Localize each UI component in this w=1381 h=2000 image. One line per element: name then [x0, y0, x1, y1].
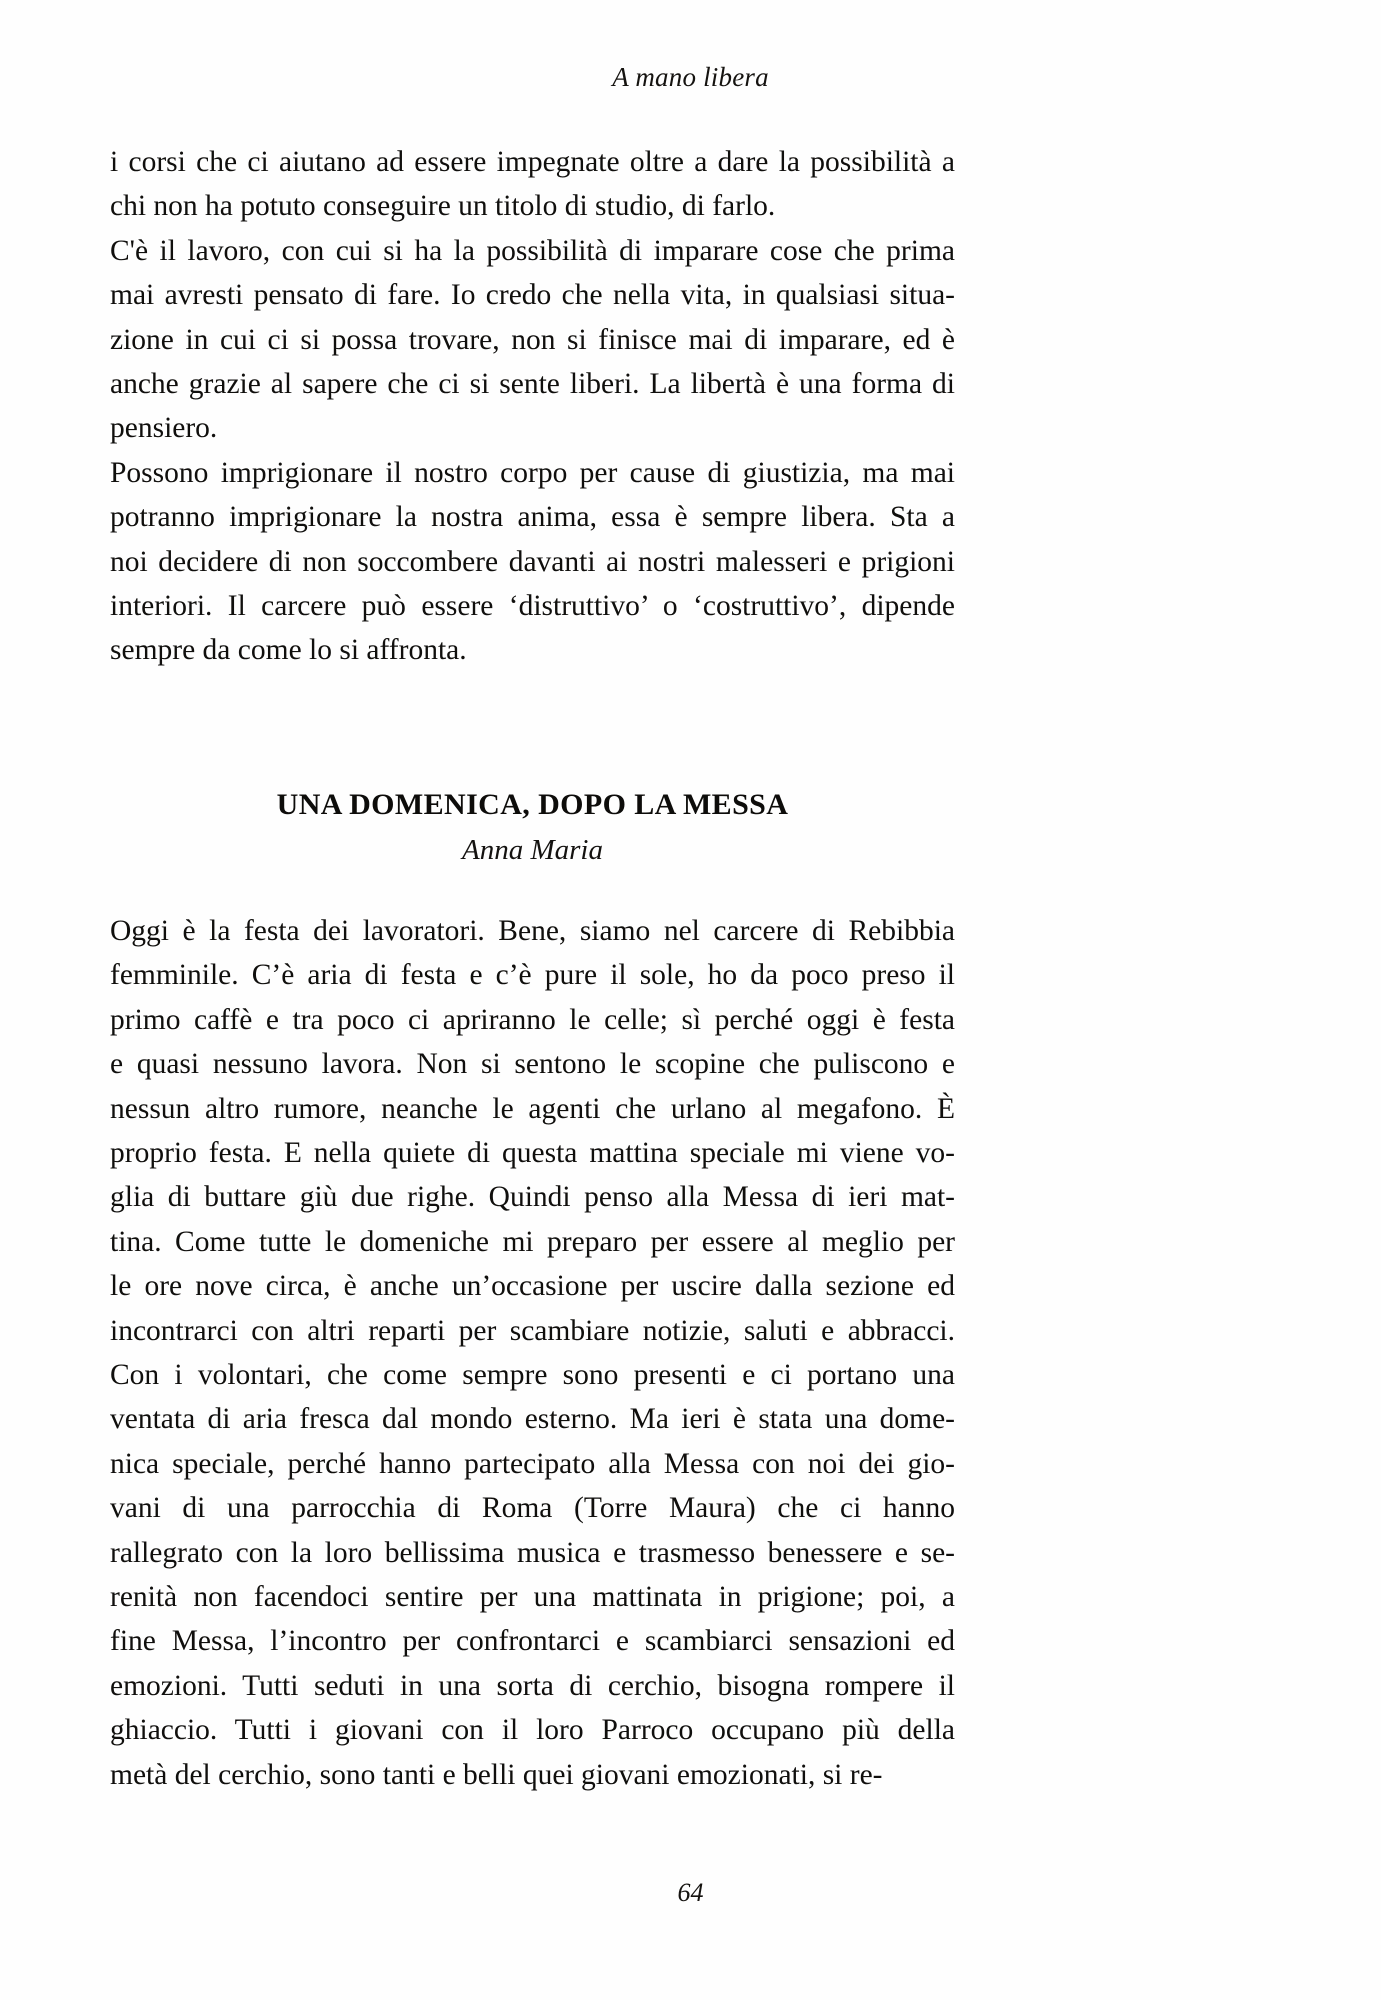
text-line: renità non facendoci sentire per una mattinata in prigione; poi, a	[110, 1580, 955, 1613]
text-line: incontrarci con altri reparti per scambiare notizie, saluti e abbracci.	[110, 1314, 955, 1347]
section-heading-group	[110, 785, 955, 871]
text-line: chi non ha potuto conseguire un titolo di studio, di farlo.	[110, 190, 776, 223]
text-line: Possono imprigionare il nostro corpo per cause di giustizia, ma mai	[110, 456, 955, 489]
text-line: zione in cui ci si possa trovare, non si finisce mai di imparare, ed è	[110, 323, 955, 356]
text-line: emozioni. Tutti seduti in una sorta di cerchio, bisogna rompere il	[110, 1669, 955, 1702]
text-line: Con i volontari, che come sempre sono presenti e ci portano una	[110, 1358, 955, 1391]
text-line: femminile. C’è aria di festa e c’è pure il sole, ho da poco preso il	[110, 959, 955, 992]
text-line: fine Messa, l’incontro per confrontarci e scambiarci sensazioni ed	[110, 1625, 955, 1658]
text-line: proprio festa. E nella quiete di questa mattina speciale mi viene vo-	[110, 1136, 955, 1169]
text-line: glia di buttare giù due righe. Quindi penso alla Messa di ieri mat-	[110, 1181, 955, 1214]
paragraph-block-two	[110, 909, 955, 1797]
text-line: le ore nove circa, è anche un’occasione per uscire dalla sezione ed	[110, 1270, 955, 1303]
text-line: potranno imprigionare la nostra anima, essa è sempre libera. Sta a	[110, 501, 955, 534]
text-line: mai avresti pensato di fare. Io credo che nella vita, in qualsiasi situa-	[110, 279, 955, 312]
text-line: Oggi è la festa dei lavoratori. Bene, siamo nel carcere di Rebibbia	[110, 914, 955, 947]
text-line: metà del cerchio, sono tanti e belli quei giovani emozionati, si re-	[110, 1758, 883, 1791]
text-line: ventata di aria fresca dal mondo esterno. Ma ieri è stata una dome-	[110, 1403, 955, 1436]
text-column	[110, 140, 955, 1797]
text-line: noi decidere di non soccombere davanti ai nostri malesseri e prigioni	[110, 545, 955, 578]
page-number: 64	[677, 1878, 704, 1907]
text-line: nessun altro rumore, neanche le agenti che urlano al megafono. È	[110, 1092, 955, 1125]
text-line: primo caffè e tra poco ci apriranno le celle; sì perché oggi è festa	[110, 1003, 955, 1036]
text-line: rallegrato con la loro bellissima musica e trasmesso benessere e se-	[110, 1536, 955, 1569]
text-line: vani di una parrocchia di Roma (Torre Maura) che ci hanno	[110, 1492, 955, 1525]
text-line: sempre da come lo si affronta.	[110, 634, 467, 667]
text-line: tina. Come tutte le domeniche mi preparo per essere al meglio per	[110, 1225, 955, 1258]
text-line: i corsi che ci aiutano ad essere impegnate oltre a dare la possibilità a	[110, 146, 955, 178]
text-line: anche grazie al sapere che ci si sente liberi. La libertà è una forma di	[110, 368, 955, 401]
heading-spacer	[110, 871, 955, 909]
section-title: UNA DOMENICA, DOPO LA MESSA	[276, 787, 789, 821]
paragraph-block-one	[110, 140, 955, 673]
section-byline: Anna Maria	[462, 833, 603, 866]
text-line: pensiero.	[110, 412, 218, 445]
text-line: C'è il lavoro, con cui si ha la possibilità di imparare cose che prima	[110, 234, 955, 267]
text-line: e quasi nessuno lavora. Non si sentono le scopine che puliscono e	[110, 1048, 955, 1081]
text-line: interiori. Il carcere può essere ‘distruttivo’ o ‘costruttivo’, dipende	[110, 590, 955, 623]
text-line: ghiaccio. Tutti i giovani con il loro Parroco occupano più della	[110, 1714, 955, 1747]
running-head: A mano libera	[612, 62, 769, 92]
text-line: nica speciale, perché hanno partecipato alla Messa con noi dei gio-	[110, 1447, 955, 1480]
